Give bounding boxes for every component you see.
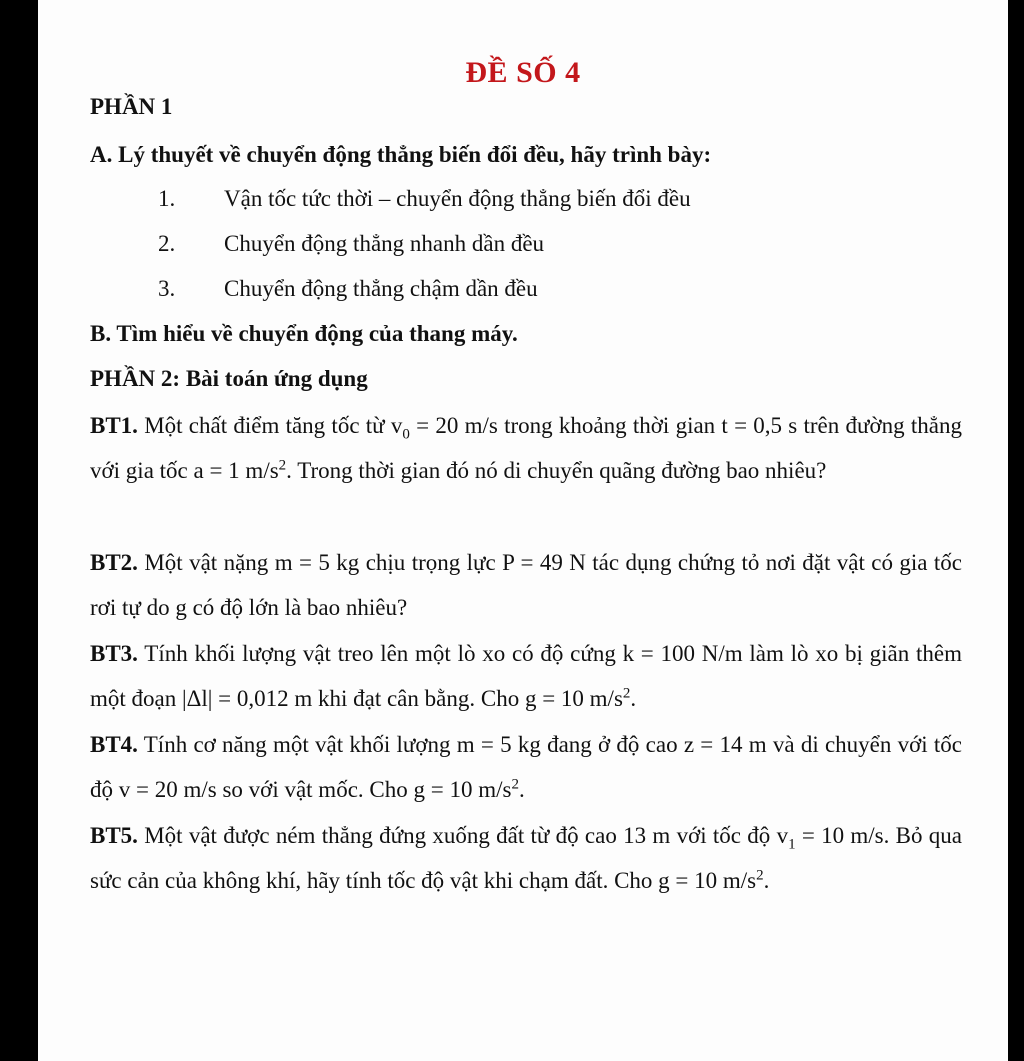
list-item-number: 1. [158,186,176,211]
exercise-label: BT5. [90,823,138,848]
exercise-text: = 10 m/s. Bỏ qua sức cản của không khí, hãy tính tốc độ vật khi chạm đất. Cho g = 10 m/s [90,823,962,893]
list-item-text: Chuyển động thẳng chậm dần đều [224,276,538,301]
document-page [38,0,1008,1061]
list-item-text: Vận tốc tức thời – chuyển động thẳng biến đổi đều [224,186,691,211]
exercise-text: Một chất điểm tăng tốc từ v [137,413,403,438]
document-title: ĐỀ SỐ 4 [465,56,581,89]
subscript: 0 [402,426,410,443]
exercise-text: . [518,777,525,802]
part2-heading: PHẦN 2: Bài toán ứng dụng [90,366,368,391]
exercise-text: Tính khối lượng vật treo lên một lò xo có độ cứng k = 100 N/m làm lò xo bị giãn thêm một đoạn |Δl| = 0,012 m khi đạt cân bằng. Cho g = 10 m/s [90,641,962,711]
list-item [158,231,544,257]
exercise-label: BT4. [90,732,138,757]
exercise-bt2 [90,540,962,630]
list-item [158,186,691,212]
exercise-label: BT3. [90,641,138,666]
list-item-text: Chuyển động thẳng nhanh dần đều [224,231,545,256]
section-a-heading: A. Lý thuyết về chuyển động thẳng biến đổi đều, hãy trình bày: [90,142,712,167]
section-b-heading: B. Tìm hiểu về chuyển động của thang máy. [90,321,518,346]
list-item-number: 2. [158,231,176,256]
list-item-number: 3. [158,276,176,301]
exercise-bt1 [90,403,962,493]
superscript: 2 [511,776,519,793]
superscript: 2 [622,685,631,702]
part1-heading: PHẦN 1 [90,94,173,119]
exercise-bt4 [90,722,962,812]
superscript: 2 [278,457,287,474]
exercise-bt3 [90,631,962,721]
exercise-text: . [630,686,637,711]
exercise-text: Tính cơ năng một vật khối lượng m = 5 kg đang ở độ cao z = 14 m và di chuyển với tốc độ v = 20 m/s so với vật mốc. Cho g = 10 m/s [90,732,962,802]
list-item [158,276,538,302]
exercise-label: BT2. [90,550,138,575]
exercise-text: . [763,868,770,893]
exercise-text: Một vật được ném thẳng đứng xuống đất từ độ cao 13 m với tốc độ v [137,823,789,848]
subscript: 1 [788,836,796,853]
exercise-text: . Trong thời gian đó nó di chuyển quãng đường bao nhiêu? [286,458,827,483]
exercise-text: = 20 m/s trong khoảng thời gian t = 0,5 s trên đường thẳng với gia tốc a = 1 m/s [90,413,962,483]
exercise-label: BT1. [90,413,138,438]
superscript: 2 [756,867,764,884]
exercise-text: Một vật nặng m = 5 kg chịu trọng lực P = 49 N tác dụng chứng tỏ nơi đặt vật có gia tốc rơi tự do g có độ lớn là bao nhiêu? [90,550,962,620]
exercise-bt5 [90,813,962,903]
